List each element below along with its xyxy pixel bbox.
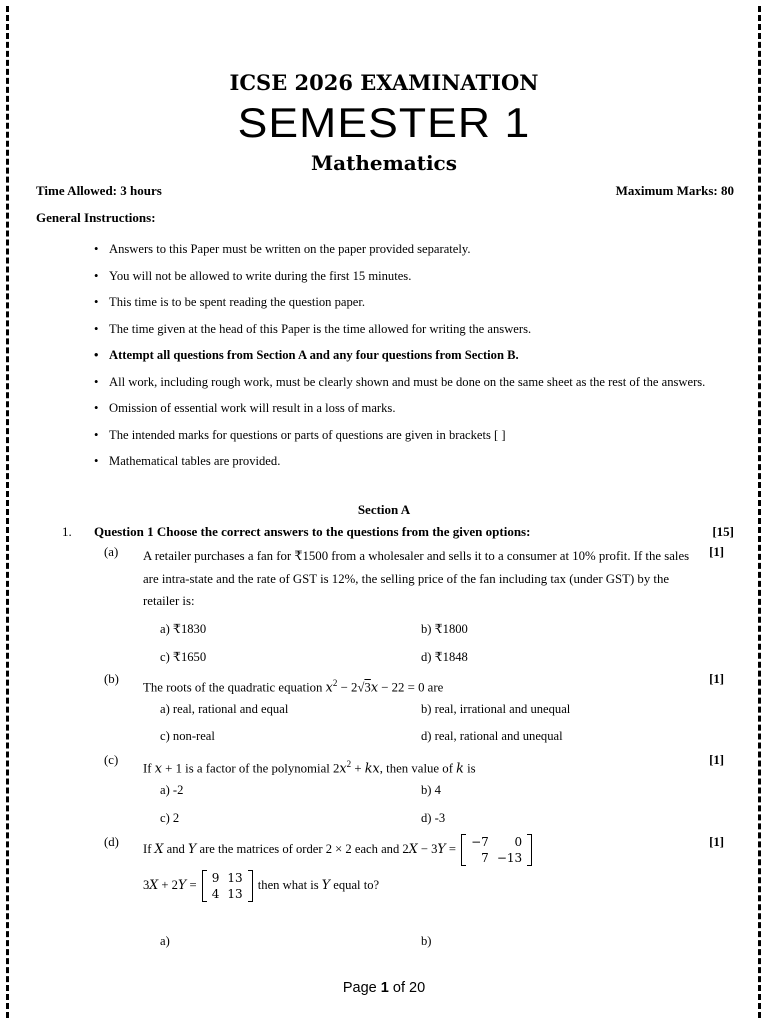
option-b: b) 4 — [421, 783, 441, 797]
matrix-b: 9 13 4 13 — [202, 870, 253, 902]
option-a: a) ₹1830 — [160, 622, 207, 636]
option-c: c) non-real — [160, 729, 215, 743]
instruction-item: • Omission of essential work will result in a loss of marks. — [92, 395, 712, 422]
part-marks: [1] — [709, 672, 724, 686]
option-a: a) — [160, 934, 170, 948]
option-a: a) real, rational and equal — [160, 702, 289, 716]
exam-title: ICSE 2026 EXAMINATION — [229, 70, 539, 95]
part-text: If x + 1 is a factor of the polynomial $2x^2$ + kx, then value of k is — [143, 759, 476, 777]
general-instructions-title: General Instructions: — [36, 210, 156, 225]
instructions-list — [92, 236, 712, 475]
part-text: A retailer purchases a fan for ₹1500 from a wholesaler and sells it to a consumer at 10% profit. If the sales are intra-state and the rate of GST is 12%, the selling price of the fan including tax (under GST) by the retailer is: — [143, 549, 690, 608]
instruction-item: • The intended marks for questions or parts of questions are given in brackets [ ] — [92, 422, 712, 449]
meta-row — [36, 183, 734, 199]
instruction-item: • All work, including rough work, must be clearly shown and must be done on the same sheet as the rest of the answers. — [92, 369, 712, 396]
matrix-a: −7 0 7 −13 — [461, 834, 532, 866]
part-text: The roots of the quadratic equation $x^2 - 2√3x - 22 = 0$ are — [143, 678, 444, 696]
option-a: a) -2 — [160, 783, 184, 797]
instruction-item: • Mathematical tables are provided. — [92, 448, 712, 475]
instruction-item: • The time given at the head of this Paper is the time allowed for writing the answers. — [92, 316, 712, 343]
part-label: (b) — [104, 672, 119, 686]
part-label: (c) — [104, 753, 119, 767]
page-total: 20 — [409, 980, 426, 996]
part-marks: [1] — [709, 545, 724, 559]
option-c: c) ₹1650 — [160, 650, 207, 664]
page-footer — [0, 980, 768, 996]
option-c: c) 2 — [160, 811, 180, 825]
option-b: b) real, irrational and unequal — [421, 702, 571, 716]
part-marks: [1] — [709, 753, 724, 767]
part-marks: [1] — [709, 835, 724, 849]
instruction-item: • You will not be allowed to write during the first 15 minutes. — [92, 263, 712, 290]
question-number: 1. — [62, 524, 72, 539]
section-a-title: Section A — [357, 502, 411, 517]
question-text: Question 1 Choose the correct answers to the questions from the given options: — [94, 524, 531, 539]
option-b: b) ₹1800 — [421, 622, 468, 636]
math-expression: x — [325, 680, 333, 696]
option-d: d) -3 — [421, 811, 446, 825]
page-of: of — [392, 980, 405, 996]
option-d: d) ₹1848 — [421, 650, 468, 664]
page-label: Page — [342, 980, 377, 996]
instruction-item: • Answers to this Paper must be written on the paper provided separately. — [92, 236, 712, 263]
time-allowed: Time Allowed: 3 hours — [36, 183, 162, 198]
page-current: 1 — [380, 980, 389, 996]
subject-title: Mathematics — [311, 151, 457, 175]
part-d-line-2: 3X + 2Y = 9 13 4 13 then what is Y equal to? — [143, 871, 380, 902]
maximum-marks: Maximum Marks: 80 — [615, 183, 734, 198]
part-label: (a) — [104, 545, 119, 559]
part-label: (d) — [104, 835, 119, 849]
instruction-item: • Attempt all questions from Section A and any four questions from Section B. — [92, 342, 712, 369]
question-marks: [15] — [712, 524, 734, 539]
semester-title: SEMESTER 1 — [237, 99, 531, 146]
option-d: d) real, rational and unequal — [421, 729, 563, 743]
part-d-line-1: If X and Y are the matrices of order 2 × 2 each and 2X − 3Y = −7 0 7 −13 — [143, 832, 534, 866]
instruction-item: • This time is to be spent reading the question paper. — [92, 289, 712, 316]
option-b: b) — [421, 934, 432, 948]
paper-header — [0, 68, 768, 178]
